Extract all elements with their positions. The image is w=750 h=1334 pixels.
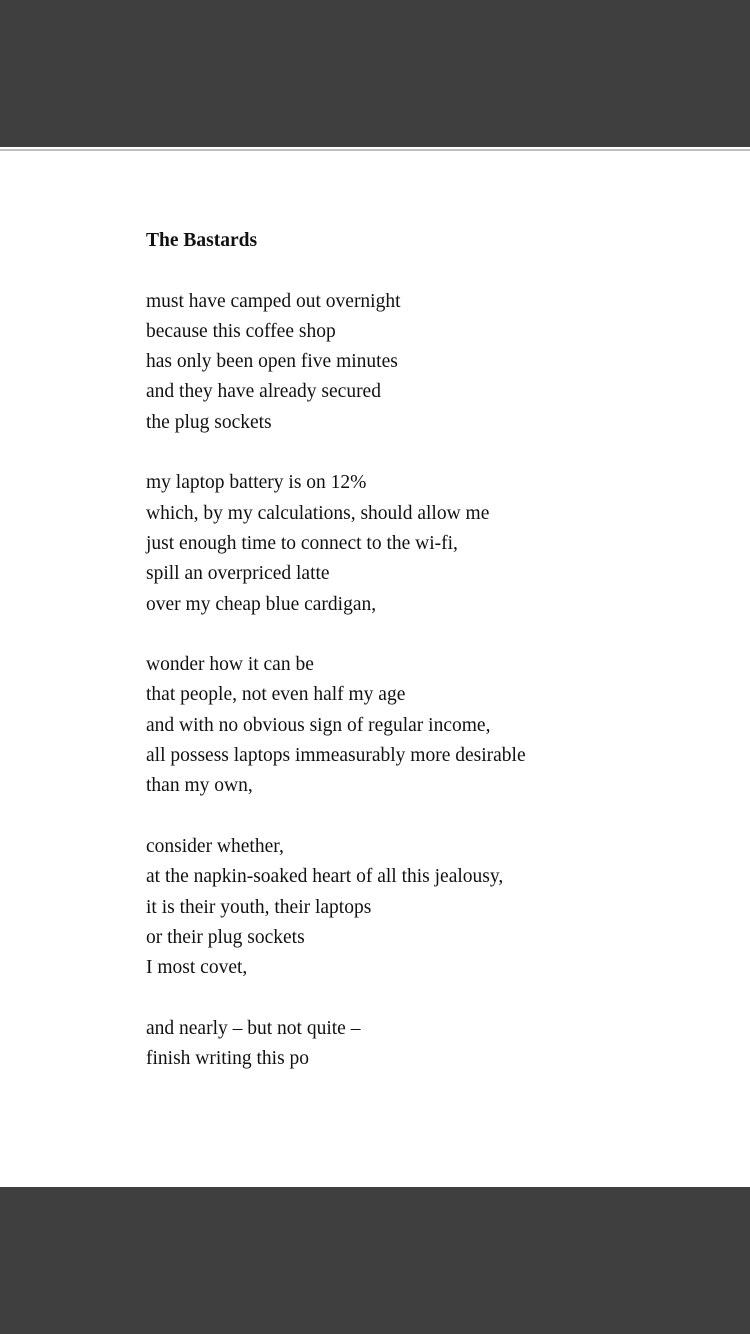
document-page xyxy=(0,151,750,1187)
poem-line: over my cheap blue cardigan, xyxy=(146,593,377,615)
poem xyxy=(146,226,706,1074)
stanza-4 xyxy=(146,832,706,983)
poem-line: consider whether, xyxy=(146,835,284,857)
bottom-dark-bar xyxy=(0,1187,750,1334)
poem-line: has only been open five minutes xyxy=(146,351,398,373)
top-dark-bar xyxy=(0,0,750,147)
stanza-2 xyxy=(146,468,706,619)
poem-line: than my own, xyxy=(146,775,253,797)
poem-line: because this coffee shop xyxy=(146,320,336,342)
poem-line: it is their youth, their laptops xyxy=(146,896,372,918)
poem-title: The Bastards xyxy=(146,230,258,251)
poem-line: which, by my calculations, should allow me xyxy=(146,502,490,524)
poem-line: and nearly – but not quite – xyxy=(146,1017,361,1039)
poem-line: just enough time to connect to the wi-fi, xyxy=(146,532,458,554)
stanza-1 xyxy=(146,287,706,438)
poem-line: my laptop battery is on 12% xyxy=(146,472,367,494)
poem-line: all possess laptops immeasurably more desirable xyxy=(146,745,526,767)
poem-line: that people, not even half my age xyxy=(146,684,406,706)
poem-line: at the napkin-soaked heart of all this jealousy, xyxy=(146,866,504,888)
poem-line: and with no obvious sign of regular income, xyxy=(146,714,491,736)
poem-line: I most covet, xyxy=(146,957,248,979)
poem-line: or their plug sockets xyxy=(146,926,305,948)
poem-line: the plug sockets xyxy=(146,411,272,433)
poem-line: must have camped out overnight xyxy=(146,290,401,312)
poem-line: and they have already secured xyxy=(146,381,381,403)
poem-line: finish writing this po xyxy=(146,1048,310,1070)
poem-line: spill an overpriced latte xyxy=(146,563,330,585)
poem-line: wonder how it can be xyxy=(146,654,314,676)
stanza-5 xyxy=(146,1014,706,1075)
stanza-3 xyxy=(146,650,706,801)
